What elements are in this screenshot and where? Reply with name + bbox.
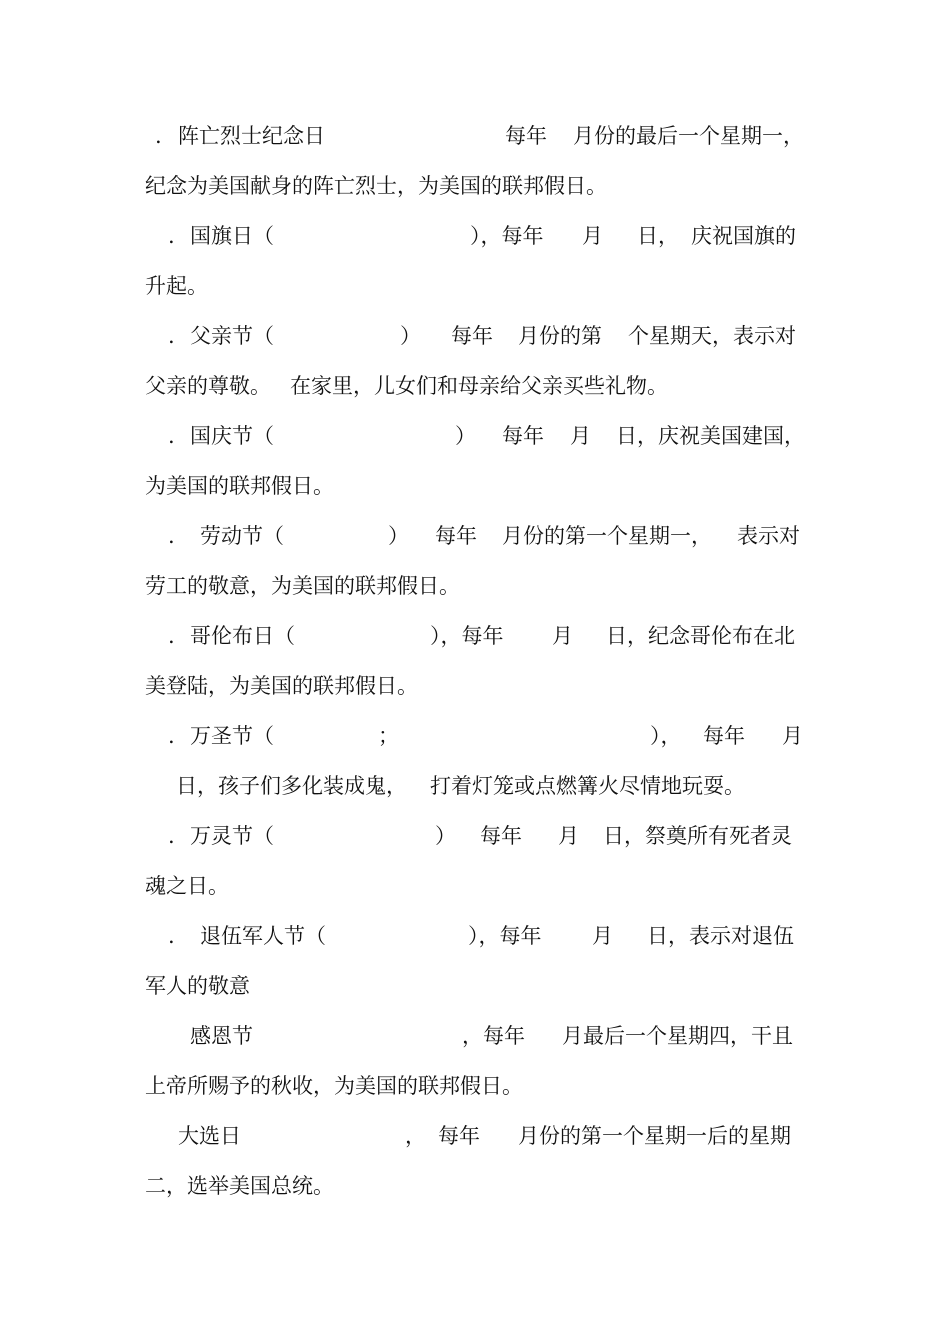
text-segment: 月 xyxy=(592,924,613,948)
text-segment: 每年 xyxy=(502,424,544,448)
text-segment: 日，孩子们多化装成鬼， xyxy=(176,774,407,798)
text-segment: 月 xyxy=(552,624,573,648)
item-number: . xyxy=(168,624,175,648)
text-segment: 军人的敬意 xyxy=(145,974,250,998)
text-segment: ，每年 xyxy=(462,1024,525,1048)
holiday-name: 大选日 xyxy=(178,1124,241,1148)
text-segment: 日，祭奠所有死者灵 xyxy=(603,824,792,848)
holiday-name: 国庆节（ xyxy=(190,424,274,448)
text-segment: 月最后一个星期四，干且 xyxy=(562,1024,793,1048)
text-segment: 庆祝国旗的 xyxy=(691,224,796,248)
text-segment: 每年 xyxy=(505,124,547,148)
text-segment: ），每年 xyxy=(470,224,544,248)
text-segment: ； xyxy=(378,724,399,748)
text-segment: ） xyxy=(455,424,476,448)
text-segment: 月份的第 xyxy=(518,324,602,348)
holiday-name: 父亲节（ xyxy=(190,324,274,348)
text-segment: 日，庆祝美国建国， xyxy=(616,424,805,448)
text-segment: 每年 xyxy=(451,324,493,348)
item-number: . xyxy=(168,724,175,748)
text-segment: 月 xyxy=(782,724,803,748)
text-segment: 二，选举美国总统。 xyxy=(145,1174,334,1198)
text-segment: ， xyxy=(405,1124,426,1148)
text-segment: 月 xyxy=(582,224,603,248)
text-segment: 表示对 xyxy=(737,524,800,548)
text-segment: 每年 xyxy=(438,1124,480,1148)
text-segment: 魂之日。 xyxy=(145,874,229,898)
holiday-name: 哥伦布日（ xyxy=(190,624,295,648)
item-number: . xyxy=(168,324,175,348)
holiday-name: 退伍军人节（ xyxy=(200,924,326,948)
holiday-name: 感恩节 xyxy=(190,1024,253,1048)
text-segment: 父亲的尊敬。 xyxy=(145,374,271,398)
text-segment: 升起。 xyxy=(145,274,208,298)
item-number: . xyxy=(168,524,175,548)
text-segment: 月 xyxy=(558,824,579,848)
text-segment: 个星期天，表示对 xyxy=(628,324,796,348)
holiday-name: 万灵节（ xyxy=(190,824,274,848)
text-segment: 月份的第一个星期一， xyxy=(502,524,712,548)
text-segment: 日，表示对退伍 xyxy=(647,924,794,948)
text-segment: ） xyxy=(400,324,421,348)
item-number: . xyxy=(168,924,175,948)
text-segment: 在家里，儿女们和母亲给父亲买些礼物。 xyxy=(290,374,668,398)
text-segment: 上帝所赐予的秋收，为美国的联邦假日。 xyxy=(145,1074,523,1098)
item-number: . xyxy=(155,124,162,148)
text-segment: ） xyxy=(388,524,409,548)
holiday-name: 劳动节（ xyxy=(200,524,284,548)
text-segment: ）， xyxy=(650,724,682,748)
text-segment: 纪念为美国献身的阵亡烈士，为美国的联邦假日。 xyxy=(145,174,607,198)
text-segment: ），每年 xyxy=(430,624,504,648)
text-segment: 日， xyxy=(637,224,679,248)
text-segment: 美登陆，为美国的联邦假日。 xyxy=(145,674,418,698)
text-segment: ），每年 xyxy=(468,924,542,948)
text-segment: 月份的第一个星期一后的星期 xyxy=(518,1124,791,1148)
text-segment: 每年 xyxy=(435,524,477,548)
text-segment: 劳工的敬意，为美国的联邦假日。 xyxy=(145,574,460,598)
text-segment: 为美国的联邦假日。 xyxy=(145,474,334,498)
holiday-name: 万圣节（ xyxy=(190,724,274,748)
item-number: . xyxy=(168,424,175,448)
text-segment: 月份的最后一个星期一， xyxy=(573,124,804,148)
text-segment: 每年 xyxy=(703,724,745,748)
item-number: . xyxy=(168,224,175,248)
text-segment: 日，纪念哥伦布在北 xyxy=(606,624,795,648)
text-segment: 每年 xyxy=(480,824,522,848)
holiday-name: 阵亡烈士纪念日 xyxy=(178,124,325,148)
holiday-name: 国旗日（ xyxy=(190,224,274,248)
text-segment: 月 xyxy=(570,424,591,448)
text-segment: 打着灯笼或点燃篝火尽情地玩耍。 xyxy=(430,774,745,798)
text-segment: ） xyxy=(435,824,456,848)
item-number: . xyxy=(168,824,175,848)
